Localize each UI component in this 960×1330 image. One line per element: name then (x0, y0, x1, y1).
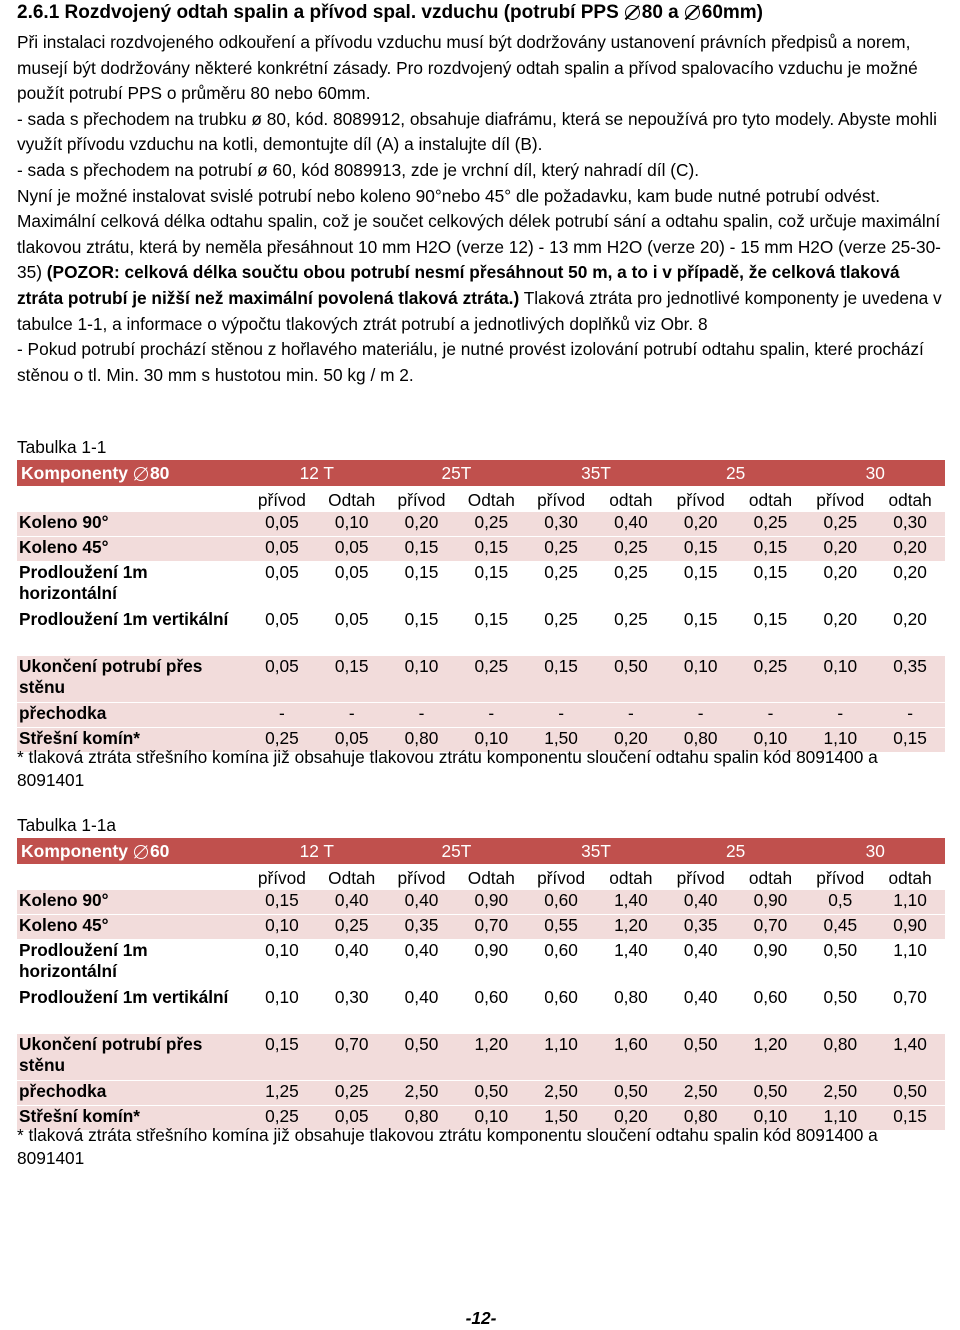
label-text: Komponenty (21, 841, 128, 861)
table-row (17, 940, 945, 987)
version-header: 35T (526, 460, 666, 487)
value-cell: 0,10 (736, 1106, 806, 1131)
subheader: Odtah (317, 487, 387, 512)
value-cell: 0,60 (526, 940, 596, 987)
value-cell: - (247, 703, 317, 728)
value-cell: 0,40 (666, 987, 736, 1034)
subheader: Odtah (456, 865, 526, 890)
warning-text: (POZOR: celková délka součtu obou potrubí nesmí přesáhnout 50 m, a to i v případě, že celková tlaková ztráta potrubí je nižší než maximální povolená tlaková ztráta.) (17, 262, 900, 308)
row-label: Koleno 90° (17, 890, 247, 915)
table2-subheader-row (17, 865, 945, 890)
value-cell: 1,10 (805, 1106, 875, 1131)
value-cell: 0,25 (526, 537, 596, 562)
empty-cell (17, 865, 247, 890)
value-cell: - (317, 703, 387, 728)
value-cell: 0,15 (666, 537, 736, 562)
value-cell: 0,40 (666, 940, 736, 987)
value-cell: 0,15 (317, 656, 387, 703)
table-row (17, 656, 945, 703)
value-cell: 0,15 (736, 609, 806, 656)
table2 (17, 838, 945, 1131)
value-cell: 0,10 (387, 656, 457, 703)
table1-caption: Tabulka 1-1 (17, 437, 107, 457)
value-cell: 0,35 (666, 915, 736, 940)
value-cell: 0,55 (526, 915, 596, 940)
value-cell: 0,10 (736, 728, 806, 753)
value-cell: 0,90 (736, 940, 806, 987)
value-cell: 0,80 (387, 728, 457, 753)
value-cell: 0,15 (526, 656, 596, 703)
value-cell: - (596, 703, 666, 728)
value-cell: 1,20 (596, 915, 666, 940)
value-cell: 0,10 (456, 728, 526, 753)
value-cell: - (526, 703, 596, 728)
value-cell: 1,10 (875, 940, 945, 987)
subheader: přívod (666, 487, 736, 512)
row-label: přechodka (17, 1081, 247, 1106)
value-cell: 0,80 (387, 1106, 457, 1131)
value-cell: 0,25 (247, 728, 317, 753)
value-cell: 0,40 (387, 940, 457, 987)
value-cell: 0,50 (387, 1034, 457, 1081)
table-row (17, 890, 945, 915)
value-cell: 0,70 (736, 915, 806, 940)
value-cell: 0,15 (456, 537, 526, 562)
subheader: odtah (875, 487, 945, 512)
value-cell: 0,20 (875, 562, 945, 609)
value-cell: 1,40 (596, 940, 666, 987)
paragraph-text: Nyní je možné instalovat svislé potrubí nebo koleno 90°nebo 45° dle požadavku, kam bude nutné potrubí odvést. Maximální celková délka odtahu spalin, což je součet celkových délek potrubí sání a odtahu spalin, což určuje maximální tlakovou ztrátu, která by neměla přesáhnout 10 mm H2O (verze 12) - 13 mm H2O (verze 20) - 15 mm H2O (verze 25-30-35) (17, 185, 941, 283)
value-cell: 0,80 (666, 728, 736, 753)
value-cell: 2,50 (666, 1081, 736, 1106)
value-cell: - (387, 703, 457, 728)
subheader: přívod (387, 865, 457, 890)
value-cell: 0,20 (805, 562, 875, 609)
value-cell: 0,10 (247, 987, 317, 1034)
value-cell: - (666, 703, 736, 728)
value-cell: 0,15 (736, 537, 806, 562)
table1-header-row (17, 460, 945, 487)
version-header: 30 (805, 460, 945, 487)
diameter-icon (625, 5, 640, 20)
value-cell: 0,35 (387, 915, 457, 940)
value-cell: 0,60 (526, 890, 596, 915)
value-cell: 1,50 (526, 728, 596, 753)
value-cell: 0,40 (387, 890, 457, 915)
value-cell: 0,25 (596, 609, 666, 656)
value-cell: 0,20 (596, 1106, 666, 1131)
diameter-value: 60 (149, 841, 170, 861)
value-cell: 1,40 (875, 1034, 945, 1081)
value-cell: 1,10 (805, 728, 875, 753)
table-row (17, 609, 945, 656)
heading-d1: 80 a (641, 2, 679, 23)
subheader: Odtah (456, 487, 526, 512)
label-text: Komponenty (21, 463, 128, 483)
value-cell: - (456, 703, 526, 728)
value-cell: 0,15 (875, 728, 945, 753)
value-cell: 0,60 (456, 987, 526, 1034)
value-cell: 0,05 (317, 609, 387, 656)
value-cell: 0,15 (387, 609, 457, 656)
value-cell: 0,15 (875, 1106, 945, 1131)
value-cell: 0,70 (317, 1034, 387, 1081)
version-header: 12 T (247, 460, 387, 487)
value-cell: 0,25 (456, 656, 526, 703)
value-cell: 0,10 (247, 940, 317, 987)
table-row (17, 537, 945, 562)
value-cell: 0,05 (247, 656, 317, 703)
version-header: 25 (666, 460, 806, 487)
value-cell: - (736, 703, 806, 728)
subheader: odtah (736, 865, 806, 890)
table-row (17, 915, 945, 940)
value-cell: 0,25 (596, 562, 666, 609)
subheader: odtah (736, 487, 806, 512)
value-cell: 1,25 (247, 1081, 317, 1106)
value-cell: 0,25 (736, 656, 806, 703)
value-cell: 0,60 (736, 987, 806, 1034)
value-cell: - (875, 703, 945, 728)
value-cell: 0,05 (247, 512, 317, 537)
value-cell: 0,15 (247, 890, 317, 915)
diameter-icon (685, 5, 700, 20)
table-row (17, 1081, 945, 1106)
subheader: odtah (596, 487, 666, 512)
value-cell: 0,30 (875, 512, 945, 537)
table-row (17, 703, 945, 728)
value-cell: 2,50 (387, 1081, 457, 1106)
table1-subheader-row (17, 487, 945, 512)
value-cell: 0,90 (875, 915, 945, 940)
subheader: přívod (805, 487, 875, 512)
table-row (17, 1034, 945, 1081)
subheader: přívod (526, 865, 596, 890)
empty-cell (17, 487, 247, 512)
version-header: 25T (387, 838, 527, 865)
value-cell: 1,20 (736, 1034, 806, 1081)
value-cell: 0,70 (875, 987, 945, 1034)
subheader: odtah (875, 865, 945, 890)
value-cell: 0,60 (526, 987, 596, 1034)
value-cell: 0,45 (805, 915, 875, 940)
value-cell: 0,05 (247, 562, 317, 609)
value-cell: 0,20 (875, 537, 945, 562)
value-cell: 0,80 (666, 1106, 736, 1131)
value-cell: 0,15 (456, 562, 526, 609)
value-cell: 0,05 (247, 609, 317, 656)
value-cell: 0,50 (736, 1081, 806, 1106)
version-header: 12 T (247, 838, 387, 865)
value-cell: 0,25 (317, 1081, 387, 1106)
intro-text (17, 30, 945, 388)
value-cell: 1,10 (526, 1034, 596, 1081)
table1-note: * tlaková ztráta střešního komína již obsahuje tlakovou ztrátu komponentu sloučení odtahu spalin kód 8091400 a 8091401 (17, 747, 878, 790)
table2-caption: Tabulka 1-1a (17, 815, 116, 835)
version-header: 30 (805, 838, 945, 865)
value-cell: 0,15 (387, 537, 457, 562)
page-number: -12- (465, 1308, 497, 1328)
subheader: přívod (387, 487, 457, 512)
value-cell: 0,50 (596, 1081, 666, 1106)
value-cell: 2,50 (526, 1081, 596, 1106)
value-cell: 0,50 (805, 987, 875, 1034)
value-cell: 0,05 (317, 562, 387, 609)
value-cell: 0,30 (526, 512, 596, 537)
row-label: Prodloužení 1m horizontální (17, 940, 247, 987)
value-cell: 0,25 (317, 915, 387, 940)
version-header: 25 (666, 838, 806, 865)
value-cell: 0,50 (666, 1034, 736, 1081)
table2-note: * tlaková ztráta střešního komína již obsahuje tlakovou ztrátu komponentu sloučení odtahu spalin kód 8091400 a 8091401 (17, 1125, 878, 1168)
value-cell: 0,15 (387, 562, 457, 609)
row-label: Koleno 90° (17, 512, 247, 537)
subheader: přívod (247, 865, 317, 890)
value-cell: 0,25 (736, 512, 806, 537)
value-cell: 0,20 (805, 537, 875, 562)
value-cell: 2,50 (805, 1081, 875, 1106)
value-cell: 0,15 (736, 562, 806, 609)
value-cell: 0,05 (247, 537, 317, 562)
value-cell: 0,70 (456, 915, 526, 940)
value-cell: 0,40 (317, 940, 387, 987)
paragraph: - sada s přechodem na trubku ø 80, kód. 8089912, obsahuje diafrámu, která se nepoužívá pro tyto modely. Abyste mohli využít přívodu vzduchu na kotli, demontujte díl (A) a instalujte díl (B). (17, 108, 937, 155)
value-cell: 0,20 (875, 609, 945, 656)
subheader: Odtah (317, 865, 387, 890)
value-cell: 0,40 (317, 890, 387, 915)
value-cell: 0,05 (317, 1106, 387, 1131)
table2-label (17, 838, 247, 865)
version-header: 25T (387, 460, 527, 487)
value-cell: 0,50 (875, 1081, 945, 1106)
value-cell: 0,25 (805, 512, 875, 537)
value-cell: 0,25 (526, 609, 596, 656)
row-label: Střešní komín* (17, 1106, 247, 1131)
subheader: přívod (247, 487, 317, 512)
value-cell: 0,25 (247, 1106, 317, 1131)
table1-label (17, 460, 247, 487)
value-cell: 1,60 (596, 1034, 666, 1081)
value-cell: 0,20 (805, 609, 875, 656)
value-cell: 0,20 (666, 512, 736, 537)
value-cell: 0,10 (805, 656, 875, 703)
subheader: přívod (526, 487, 596, 512)
value-cell: 0,05 (317, 537, 387, 562)
value-cell: 0,20 (387, 512, 457, 537)
subheader: odtah (596, 865, 666, 890)
value-cell: - (805, 703, 875, 728)
heading-d2: 60mm) (701, 2, 763, 23)
row-label: Prodloužení 1m vertikální (17, 609, 247, 656)
table-row (17, 987, 945, 1034)
table2-header-row (17, 838, 945, 865)
paragraph: - Pokud potrubí prochází stěnou z hořlavého materiálu, je nutné provést izolování potrubí odtahu spalin, které prochází stěnou o tl. Min. 30 mm s hustotou min. 50 kg / m 2. (17, 339, 924, 385)
value-cell: 0,15 (456, 609, 526, 656)
value-cell: 0,15 (247, 1034, 317, 1081)
value-cell: 0,5 (805, 890, 875, 915)
value-cell: 0,80 (805, 1034, 875, 1081)
value-cell: 0,50 (596, 656, 666, 703)
row-label: Prodloužení 1m horizontální (17, 562, 247, 609)
value-cell: 0,40 (387, 987, 457, 1034)
value-cell: 0,15 (666, 562, 736, 609)
subheader: přívod (805, 865, 875, 890)
value-cell: 0,25 (596, 537, 666, 562)
value-cell: 0,05 (317, 728, 387, 753)
row-label: Ukončení potrubí přes stěnu (17, 656, 247, 703)
paragraph (17, 184, 945, 338)
row-label: Prodloužení 1m vertikální (17, 987, 247, 1034)
value-cell: 0,10 (247, 915, 317, 940)
row-label: Koleno 45° (17, 915, 247, 940)
diameter-icon (134, 467, 148, 481)
row-label: Koleno 45° (17, 537, 247, 562)
row-label: Střešní komín* (17, 728, 247, 753)
value-cell: 1,10 (875, 890, 945, 915)
paragraph: Při instalaci rozdvojeného odkouření a přívodu vzduchu musí být dodržovány ustanovení právních předpisů a norem, musejí být dodržovány některé konkrétní zásady. Pro rozdvojený odtah spalin a přívod spalovacího vzduchu je možné použít potrubí PPS o průměru 80 nebo 60mm. (17, 32, 918, 104)
paragraph-text: Tlaková ztráta pro jednotlivé komponenty je uvedena v tabulce 1-1, a informace o výpočtu tlakových ztrát potrubí a jednotlivých doplňků viz Obr. 8 (17, 287, 942, 334)
value-cell: 0,90 (456, 890, 526, 915)
value-cell: 1,50 (526, 1106, 596, 1131)
value-cell: 0,30 (317, 987, 387, 1034)
value-cell: 0,25 (526, 562, 596, 609)
value-cell: 0,40 (596, 512, 666, 537)
value-cell: 1,20 (456, 1034, 526, 1081)
value-cell: 0,15 (666, 609, 736, 656)
value-cell: 0,40 (666, 890, 736, 915)
table-row (17, 562, 945, 609)
value-cell: 0,10 (317, 512, 387, 537)
table-row (17, 512, 945, 537)
value-cell: 0,50 (456, 1081, 526, 1106)
value-cell: 0,90 (736, 890, 806, 915)
value-cell: 0,10 (456, 1106, 526, 1131)
value-cell: 0,80 (596, 987, 666, 1034)
value-cell: 0,25 (456, 512, 526, 537)
value-cell: 0,90 (456, 940, 526, 987)
subheader: přívod (666, 865, 736, 890)
paragraph: - sada s přechodem na potrubí ø 60, kód 8089913, zde je vrchní díl, který nahradí díl (C). (17, 159, 700, 180)
section-heading (17, 2, 763, 24)
diameter-value: 80 (149, 463, 170, 483)
row-label: přechodka (17, 703, 247, 728)
value-cell: 0,35 (875, 656, 945, 703)
row-label: Ukončení potrubí přes stěnu (17, 1034, 247, 1081)
value-cell: 1,40 (596, 890, 666, 915)
diameter-icon (134, 845, 148, 859)
value-cell: 0,20 (596, 728, 666, 753)
value-cell: 0,10 (666, 656, 736, 703)
version-header: 35T (526, 838, 666, 865)
heading-prefix: 2.6.1 Rozdvojený odtah spalin a přívod spal. vzduchu (potrubí PPS (17, 2, 619, 23)
value-cell: 0,50 (805, 940, 875, 987)
table1 (17, 460, 945, 753)
